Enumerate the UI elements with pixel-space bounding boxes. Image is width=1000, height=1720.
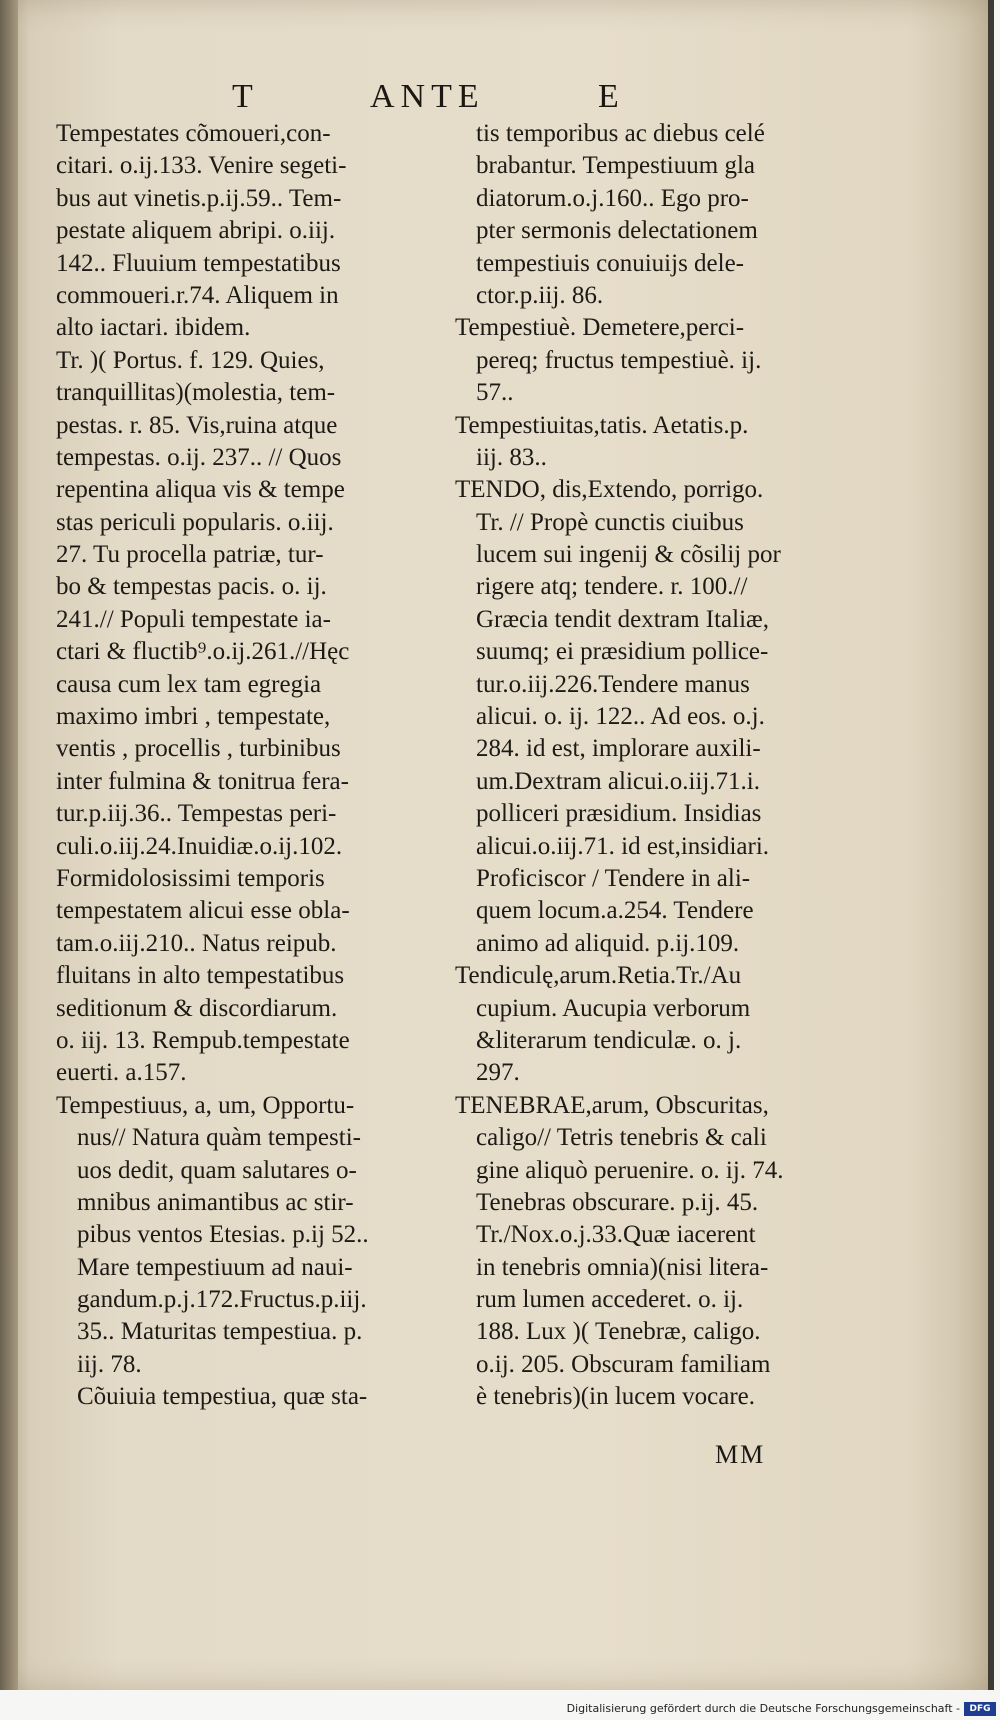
text-line: ctor.p.iij. 86. [476,281,604,309]
text-line: 284. id est, implorare auxili- [476,735,761,763]
entry-headword-line: TENDO, dis,Extendo, porrigo. [455,476,764,504]
running-head-left-letter: T [232,78,259,115]
text-line: lucem sui ingenij & cõsilij por [476,541,781,569]
text-line: uos dedit, quam salutares o- [77,1156,357,1184]
text-line: gandum.p.j.172.Fructus.p.iij. [77,1286,367,1314]
text-line: Mare tempestiuum ad naui- [77,1253,353,1281]
text-line: bus aut vinetis.p.ij.59.. Tem- [56,184,342,212]
signature-mark: MM [715,1440,766,1469]
text-line: Tempestates cõmoueri,con- [56,120,331,147]
text-line: tis temporibus ac diebus celé [476,120,765,147]
text-line: 57.. [476,379,514,407]
text-line: alicui.o.iij.71. id est,insidiari. [476,832,770,860]
text-line: suumq; ei præsidium pollice- [476,638,769,666]
credit-text: Digitalisierung gefördert durch die Deutsche Forschungsgemeinschaft - [566,1702,960,1715]
text-line: tempestas. o.ij. 237.. // Quos [56,443,342,471]
text-line: in tenebris omnia)(nisi litera- [476,1253,769,1281]
text-line: repentina aliqua vis & tempe [56,476,345,504]
text-line: 142.. Fluuium tempestatibus [56,249,341,277]
entry-headword-line: Tempestiuus, a, um, Opportu- [56,1091,355,1119]
text-line: 241.// Populi tempestate ia- [56,605,331,633]
text-line: o.ij. 205. Obscuram familiam [476,1350,771,1378]
text-line: iij. 78. [77,1350,142,1378]
text-line: commoueri.r.74. Aliquem in [56,281,339,309]
right-column [455,118,875,1414]
text-line: tempestiuis conuiuijs dele- [476,249,745,277]
text-line: pereq; fructus tempestiuè. ij. [476,346,762,374]
text-line: brabantur. Tempestiuum gla [476,152,755,180]
page-gutter [0,0,18,1690]
text-line: pestas. r. 85. Vis,ruina atque [56,411,338,439]
text-line: o. iij. 13. Rempub.tempestate [56,1026,350,1054]
running-head [0,78,988,118]
text-line: rum lumen accederet. o. ij. [476,1286,744,1314]
left-column [56,118,456,1414]
text-line: Proficiscor / Tendere in ali- [476,864,751,892]
text-line: diatorum.o.j.160.. Ego pro- [476,184,749,212]
text-line: &literarum tendiculæ. o. j. [476,1026,742,1054]
text-line: ventis , procellis , turbinibus [56,735,341,763]
text-line: 27. Tu procella patriæ, tur- [56,541,324,569]
text-line: tempestatem alicui esse obla- [56,897,350,925]
text-line: caligo// Tetris tenebris & cali [476,1124,767,1152]
text-line: Tenebras obscurare. p.ij. 45. [476,1188,759,1216]
text-line: fluitans in alto tempestatibus [56,962,345,990]
text-line: alto iactari. ibidem. [56,314,251,342]
text-line: tam.o.iij.210.. Natus reipub. [56,929,337,957]
text-line: tranquillitas)(molestia, tem- [56,379,336,407]
text-line: è tenebris)(in lucem vocare. [476,1383,756,1411]
text-line: 297. [476,1059,520,1087]
text-line: Tr./Nox.o.j.33.Quæ iacerent [476,1221,756,1249]
text-line: pter sermonis delectationem [476,217,758,245]
text-line: gine aliquò peruenire. o. ij. 74. [476,1156,784,1184]
text-line: tur.o.iij.226.Tendere manus [476,670,750,698]
dfg-logo: DFG [964,1702,996,1716]
text-line: um.Dextram alicui.o.iij.71.i. [476,767,760,795]
running-head-right-letter: E [598,78,625,115]
text-line: Cõuiuia tempestiua, quæ sta- [77,1383,368,1411]
text-line: Græcia tendit dextram Italiæ, [476,605,769,633]
text-line: causa cum lex tam egregia [56,670,322,698]
text-line: Formidolosissimi temporis [56,864,325,892]
text-line: iij. 83.. [476,443,547,471]
text-line: euerti. a.157. [56,1059,187,1087]
text-line: animo ad aliquid. p.ij.109. [476,929,740,957]
entry-headword-line: Tempestiuè. Demetere,perci- [455,314,745,342]
text-line: rigere atq; tendere. r. 100.// [476,573,748,601]
text-line: Tr. )( Portus. f. 129. Quies, [56,346,325,374]
text-line: culi.o.iij.24.Inuidiæ.o.ij.102. [56,832,343,860]
entry-headword-line: TENEBRAE,arum, Obscuritas, [455,1091,769,1119]
text-line: stas periculi popularis. o.iij. [56,508,334,536]
text-line: nus// Natura quàm tempesti- [77,1124,361,1152]
entry-headword-line: Tendiculę,arum.Retia.Tr./Au [455,962,742,990]
digitization-credit [500,1700,1000,1718]
text-line: ctari & fluctib⁹.o.ij.261.//Hęc [56,638,350,666]
text-line: inter fulmina & tonitrua fera- [56,767,349,795]
text-line: 35.. Maturitas tempestiua. p. [77,1318,363,1346]
text-line: 188. Lux )( Tenebræ, caligo. [476,1318,761,1346]
text-line: Tr. // Propè cunctis ciuibus [476,508,744,536]
text-line: bo & tempestas pacis. o. ij. [56,573,327,601]
text-line: cupium. Aucupia verborum [476,994,751,1022]
text-line: maximo imbri , tempestate, [56,703,331,731]
text-line: pestate aliquem abripi. o.iij. [56,217,336,245]
text-line: quem locum.a.254. Tendere [476,897,754,925]
text-line: citari. o.ij.133. Venire segeti- [56,152,347,180]
entry-headword-line: Tempestiuitas,tatis. Aetatis.p. [455,411,749,439]
text-line: pibus ventos Etesias. p.ij 52.. [77,1221,369,1249]
text-line: seditionum & discordiarum. [56,994,338,1022]
text-line: tur.p.iij.36.. Tempestas peri- [56,800,337,828]
text-line: alicui. o. ij. 122.. Ad eos. o.j. [476,703,765,731]
text-line: polliceri præsidium. Insidias [476,800,762,828]
running-head-title: ANTE [370,78,485,115]
text-line: mnibus animantibus ac stir- [77,1188,354,1216]
